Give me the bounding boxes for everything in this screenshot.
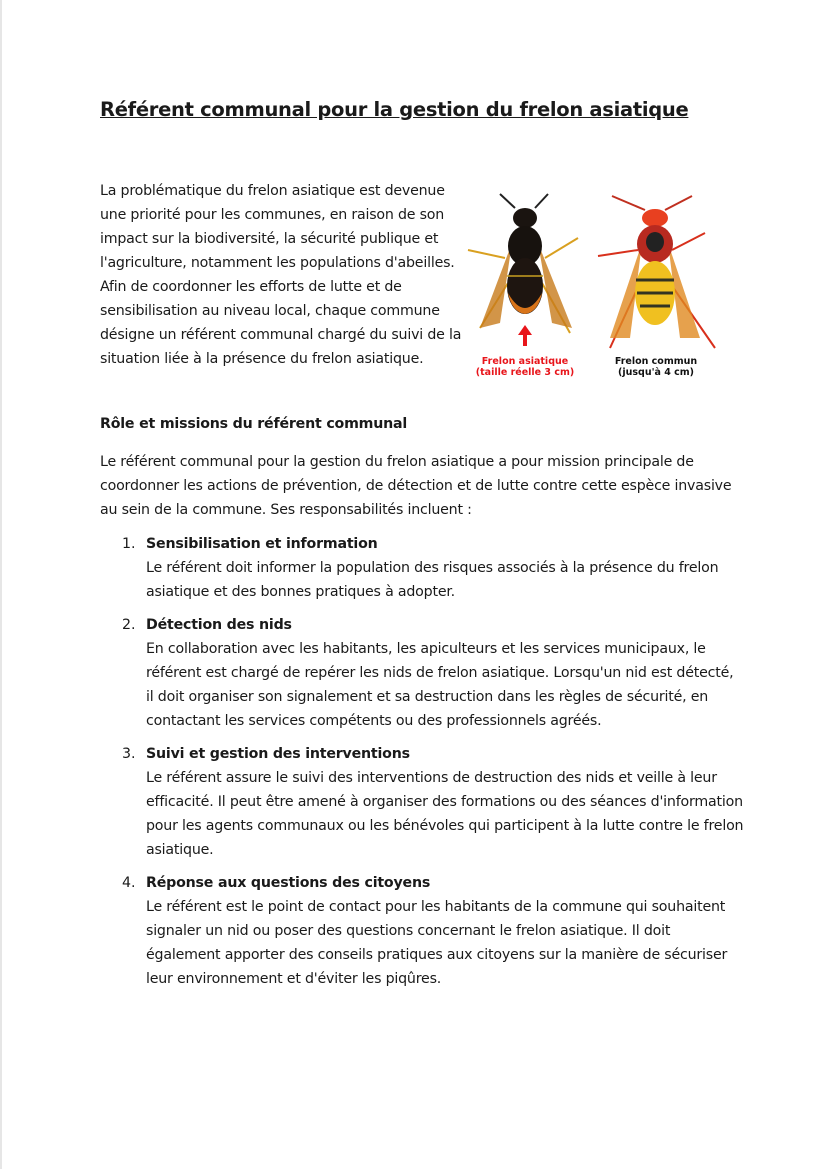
item-line: Le référent doit informer la population des risques associés à la présence du frelon	[146, 560, 719, 576]
lead-line: Le référent communal pour la gestion du frelon asiatique a pour mission principale de	[100, 454, 694, 470]
item-line: asiatique.	[146, 842, 214, 858]
intro-line: La problématique du frelon asiatique est devenue	[100, 183, 445, 199]
page-title: Référent communal pour la gestion du frelon asiatique	[100, 98, 689, 121]
item-number: 3.	[122, 746, 136, 762]
item-line: également apporter des conseils pratiques aux citoyens sur la manière de sécuriser	[146, 947, 728, 963]
item-line: signaler un nid ou poser des questions concernant le frelon asiatique. Il doit	[146, 923, 671, 939]
intro-paragraph	[100, 179, 461, 371]
hornet-comparison-figure	[460, 188, 720, 388]
lead-line: coordonner les actions de prévention, de détection et de lutte contre cette espèce invasive	[100, 478, 732, 494]
item-title: Suivi et gestion des interventions	[146, 746, 410, 762]
lead-line: au sein de la commune. Ses responsabilités incluent :	[100, 502, 472, 518]
section-title: Rôle et missions du référent communal	[100, 416, 408, 432]
hornet-illustrations	[460, 188, 720, 358]
asian-hornet-size: (taille réelle 3 cm)	[475, 367, 575, 378]
common-hornet-caption	[596, 356, 716, 378]
common-hornet-name: Frelon commun	[614, 356, 698, 367]
asian-hornet-name: Frelon asiatique	[481, 356, 569, 367]
item-number: 1.	[122, 536, 136, 552]
lead-paragraph	[100, 450, 731, 522]
item-line: il doit organiser son signalement et sa destruction dans les règles de sécurité, en	[146, 689, 709, 705]
asian-hornet-caption	[465, 356, 585, 378]
item-line: Le référent assure le suivi des interventions de destruction des nids et veille à leur	[146, 770, 717, 786]
intro-line: Afin de coordonner les efforts de lutte et de	[100, 279, 402, 295]
item-title: Sensibilisation et information	[146, 536, 378, 552]
item-line: pour les agents communaux ou les bénévoles qui participent à la lutte contre le frelon	[146, 818, 744, 834]
item-line: Le référent est le point de contact pour les habitants de la commune qui souhaitent	[146, 899, 726, 915]
item-title: Détection des nids	[146, 617, 292, 633]
item-title: Réponse aux questions des citoyens	[146, 875, 431, 891]
scan-edge	[0, 0, 2, 1169]
common-hornet-image	[598, 196, 715, 348]
asian-hornet-image	[468, 194, 578, 346]
item-line: asiatique et des bonnes pratiques à adopter.	[146, 584, 455, 600]
item-line: efficacité. Il peut être amené à organiser des formations ou des séances d'information	[146, 794, 743, 810]
item-number: 2.	[122, 617, 136, 633]
intro-line: désigne un référent communal chargé du suivi de la	[100, 327, 462, 343]
intro-line: impact sur la biodiversité, la sécurité publique et	[100, 231, 439, 247]
intro-line: sensibilisation au niveau local, chaque commune	[100, 303, 440, 319]
item-line: leur environnement et d'éviter les piqûres.	[146, 971, 442, 987]
item-line: contactant les services compétents ou des professionnels agréés.	[146, 713, 602, 729]
common-hornet-size: (jusqu'à 4 cm)	[618, 367, 694, 378]
intro-line: situation liée à la présence du frelon asiatique.	[100, 351, 424, 367]
item-line: référent est chargé de repérer les nids de frelon asiatique. Lorsqu'un nid est détecté,	[146, 665, 734, 681]
intro-line: l'agriculture, notamment les populations d'abeilles.	[100, 255, 455, 271]
intro-line: une priorité pour les communes, en raison de son	[100, 207, 445, 223]
item-line: En collaboration avec les habitants, les apiculteurs et les services municipaux, le	[146, 641, 706, 657]
item-number: 4.	[122, 875, 136, 891]
